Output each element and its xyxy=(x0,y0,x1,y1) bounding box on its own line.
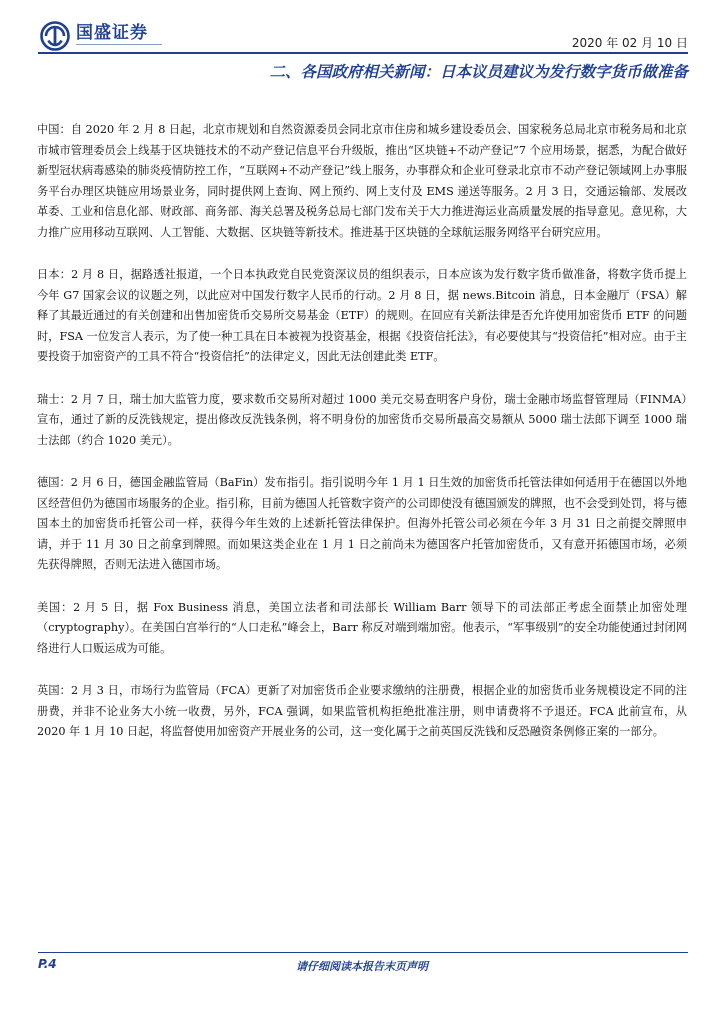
news-paragraph-switzerland: 瑞士：2 月 7 日，瑞士加大监管力度，要求数币交易所对超过 1000 美元交易查明客户身份，瑞士金融市场监督管理局（FINMA）宣布，通过了新的反洗钱规定，提出修改反洗钱条例，将不明身份的加密货币交易所最高交易额从 5000 瑞士法郎下调至 1000 瑞士法郎（约合 1020 美元）。 xyxy=(37,392,687,447)
company-logo xyxy=(40,20,162,52)
news-paragraph-japan: 日本：2 月 8 日，据路透社报道，一个日本执政党自民党资深议员的组织表示，日本应该为发行数字货币做准备，将数字货币提上今年 G7 国家会议的议题之列，以此应对中国发行数字人民币的行动。2 月 8 日，据 news.Bitcoin 消息，日本金融厅（FSA）解释了其最近通过的有关创建和出售加密货币交易所交易基金（ETF）的规则。在回应有关新法律是否允许使用加密货币 ETF 的问题时，FSA 一位发言人表示，为了使一种工具在日本被视为投资基金，根据《投资信托法》，有必要使其与“投资信托”相对应。由于主要投资于加密资产的工具不符合“投资信托”的法律定义，因此无法创建此类 ETF。 xyxy=(37,268,687,363)
report-date: 2020 年 02 月 10 日 xyxy=(571,36,688,50)
logo-underline xyxy=(76,44,162,49)
header-divider xyxy=(38,52,688,54)
footer-disclaimer: 请仔细阅读本报告末页声明 xyxy=(296,960,428,973)
page-header xyxy=(0,0,724,56)
news-paragraph-china: 中国：自 2020 年 2 月 8 日起，北京市规划和自然资源委员会同北京市住房和城乡建设委员会、国家税务总局北京市税务局和北京市城市管理委员会上线基于区块链技术的不动产登记信息平台升级版，推出“区块链+不动产登记”7 个应用场景，据悉，为配合做好新型冠状病毒感染的肺炎疫情防控工作，“互联网+不动产登记”线上服务，办事群众和企业可登录北京市不动产登记领域网上办事服务平台办理区块链应用场景业务，同时提供网上查询、网上预约、网上支付及 EMS 递送等服务。2 月 3 日，交通运输部、发展改革委、工业和信息化部、财政部、商务部、海关总署及税务总局七部门发布关于大力推进海运业高质量发展的指导意见。意见称，大力推广应用移动互联网、人工智能、大数据、区块链等新技术。推进基于区块链的全球航运服务网络平台研究应用。 xyxy=(37,123,687,239)
news-paragraph-germany: 德国：2 月 6 日，德国金融监管局（BaFin）发布指引。指引说明今年 1 月 1 日生效的加密货币托管法律如何适用于在德国以外地区经营但仍为德国市场服务的企业。指引称，目前为德国人托管数字资产的公司即使没有德国颁发的牌照，也不会受到处罚，将与德国本土的加密货币托管公司一样，获得今年生效的上述新托管法律保护。但海外托管公司必须在今年 3 月 31 日之前提交牌照申请，并于 11 月 30 日之前拿到牌照。而如果这类企业在 1 月 1 日之前尚未为德国客户托管加密货币，又有意开拓德国市场，必须先获得牌照，否则无法进入德国市场。 xyxy=(37,476,687,571)
news-content xyxy=(37,120,687,743)
logo-text: 国盛证券 xyxy=(76,23,148,43)
news-paragraph-uk: 英国：2 月 3 日，市场行为监管局（FCA）更新了对加密货币企业要求缴纳的注册费，根据企业的加密货币业务规模设定不同的注册费，并非不论业务大小统一收费，另外，FCA 强调，如果监管机构拒绝批准注册，则申请费将不予退还。FCA 此前宣布，从 2020 年 1 月 10 日起，将监督使用加密资产开展业务的公司，这一变化属于之前英国反洗钱和反恐融资条例修正案的一部分。 xyxy=(37,684,687,738)
guosheng-logo-icon xyxy=(40,21,70,51)
footer-divider xyxy=(38,952,688,953)
section-title: 二、各国政府相关新闻：日本议员建议为发行数字货币做准备 xyxy=(269,62,688,81)
page-number: P.4 xyxy=(38,957,57,971)
news-paragraph-usa: 美国：2 月 5 日，据 Fox Business 消息，美国立法者和司法部长 William Barr 领导下的司法部正考虑全面禁止加密处理（cryptography）。在美国白宫举行的“人口走私”峰会上，Barr 称反对端到端加密。他表示，“军事级别”的安全功能使通过封闭网络进行人口贩运成为可能。 xyxy=(37,600,687,655)
